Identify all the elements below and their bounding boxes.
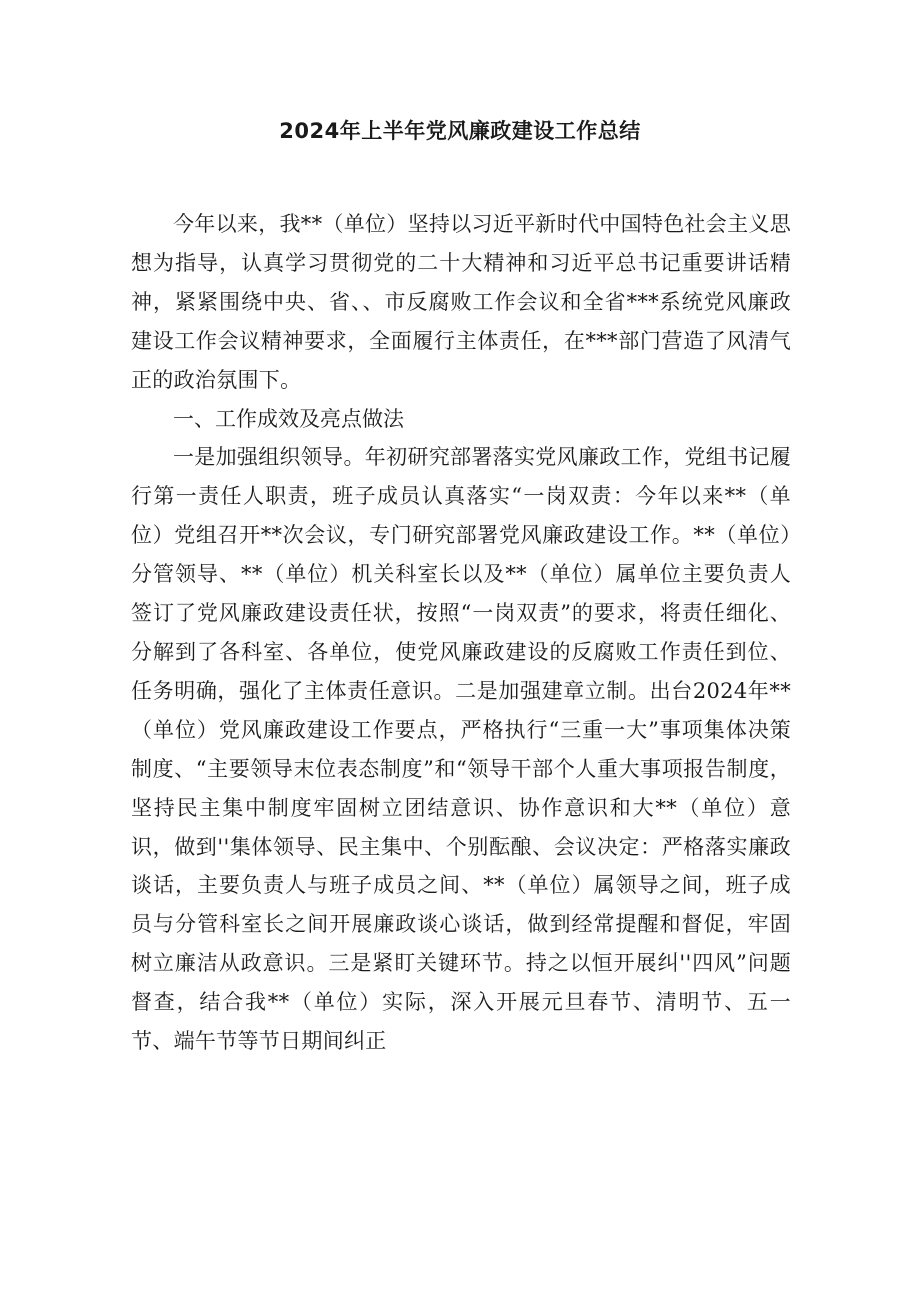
section-heading: 一、工作成效及亮点做法 xyxy=(173,406,404,431)
section-paragraph: 一是加强组织领导。年初研究部署落实党风廉政工作，党组书记履行第一责任人职责，班子成员认真落实“一岗双责：今年以来**（单位）党组召开**次会议，专门研究部署党风廉政建设工作。**（单位）分管领导、**（单位）机关科室长以及**（单位）属单位主要负责人签订了党风廉政建设责任状，按照“一岗双责”的要求，将责任细化、分解到了各科室、各单位，使党风廉政建设的反腐败工作责任到位、任务明确，强化了主体责任意识。二是加强建章立制。出台2024年**（单位）党风廉政建设工作要点，严格执行“三重一大”事项集体决策制度、“主要领导末位表态制度”和“领导干部个人重大事项报告制度，坚持民主集中制度牢固树立团结意识、协作意识和大**（单位）意识，做到''集体领导、民主集中、个别酝酿、会议决定：严格落实廉政谈话，主要负责人与班子成员之间、**（单位）属领导之间，班子成员与分管科室长之间开展廉政谈心谈话，做到经常提醒和督促，牢固树立廉洁从政意识。三是紧盯关键环节。持之以恒开展纠''四风”问题督查，结合我**（单位）实际，深入开展元旦春节、清明节、五一节、端午节等节日期间纠正 xyxy=(131,445,791,1054)
document-title: 2024年上半年党风廉政建设工作总结 xyxy=(279,119,641,143)
document-body xyxy=(131,205,791,1061)
intro-paragraph: 今年以来，我**（单位）坚持以习近平新时代中国特色社会主义思想为指导，认真学习贯彻党的二十大精神和习近平总书记重要讲话精神，紧紧围绕中央、省、、市反腐败工作会议和全省***系统党风廉政建设工作会议精神要求，全面履行主体责任，在***部门营造了风清气正的政治氛围下。 xyxy=(131,212,791,392)
